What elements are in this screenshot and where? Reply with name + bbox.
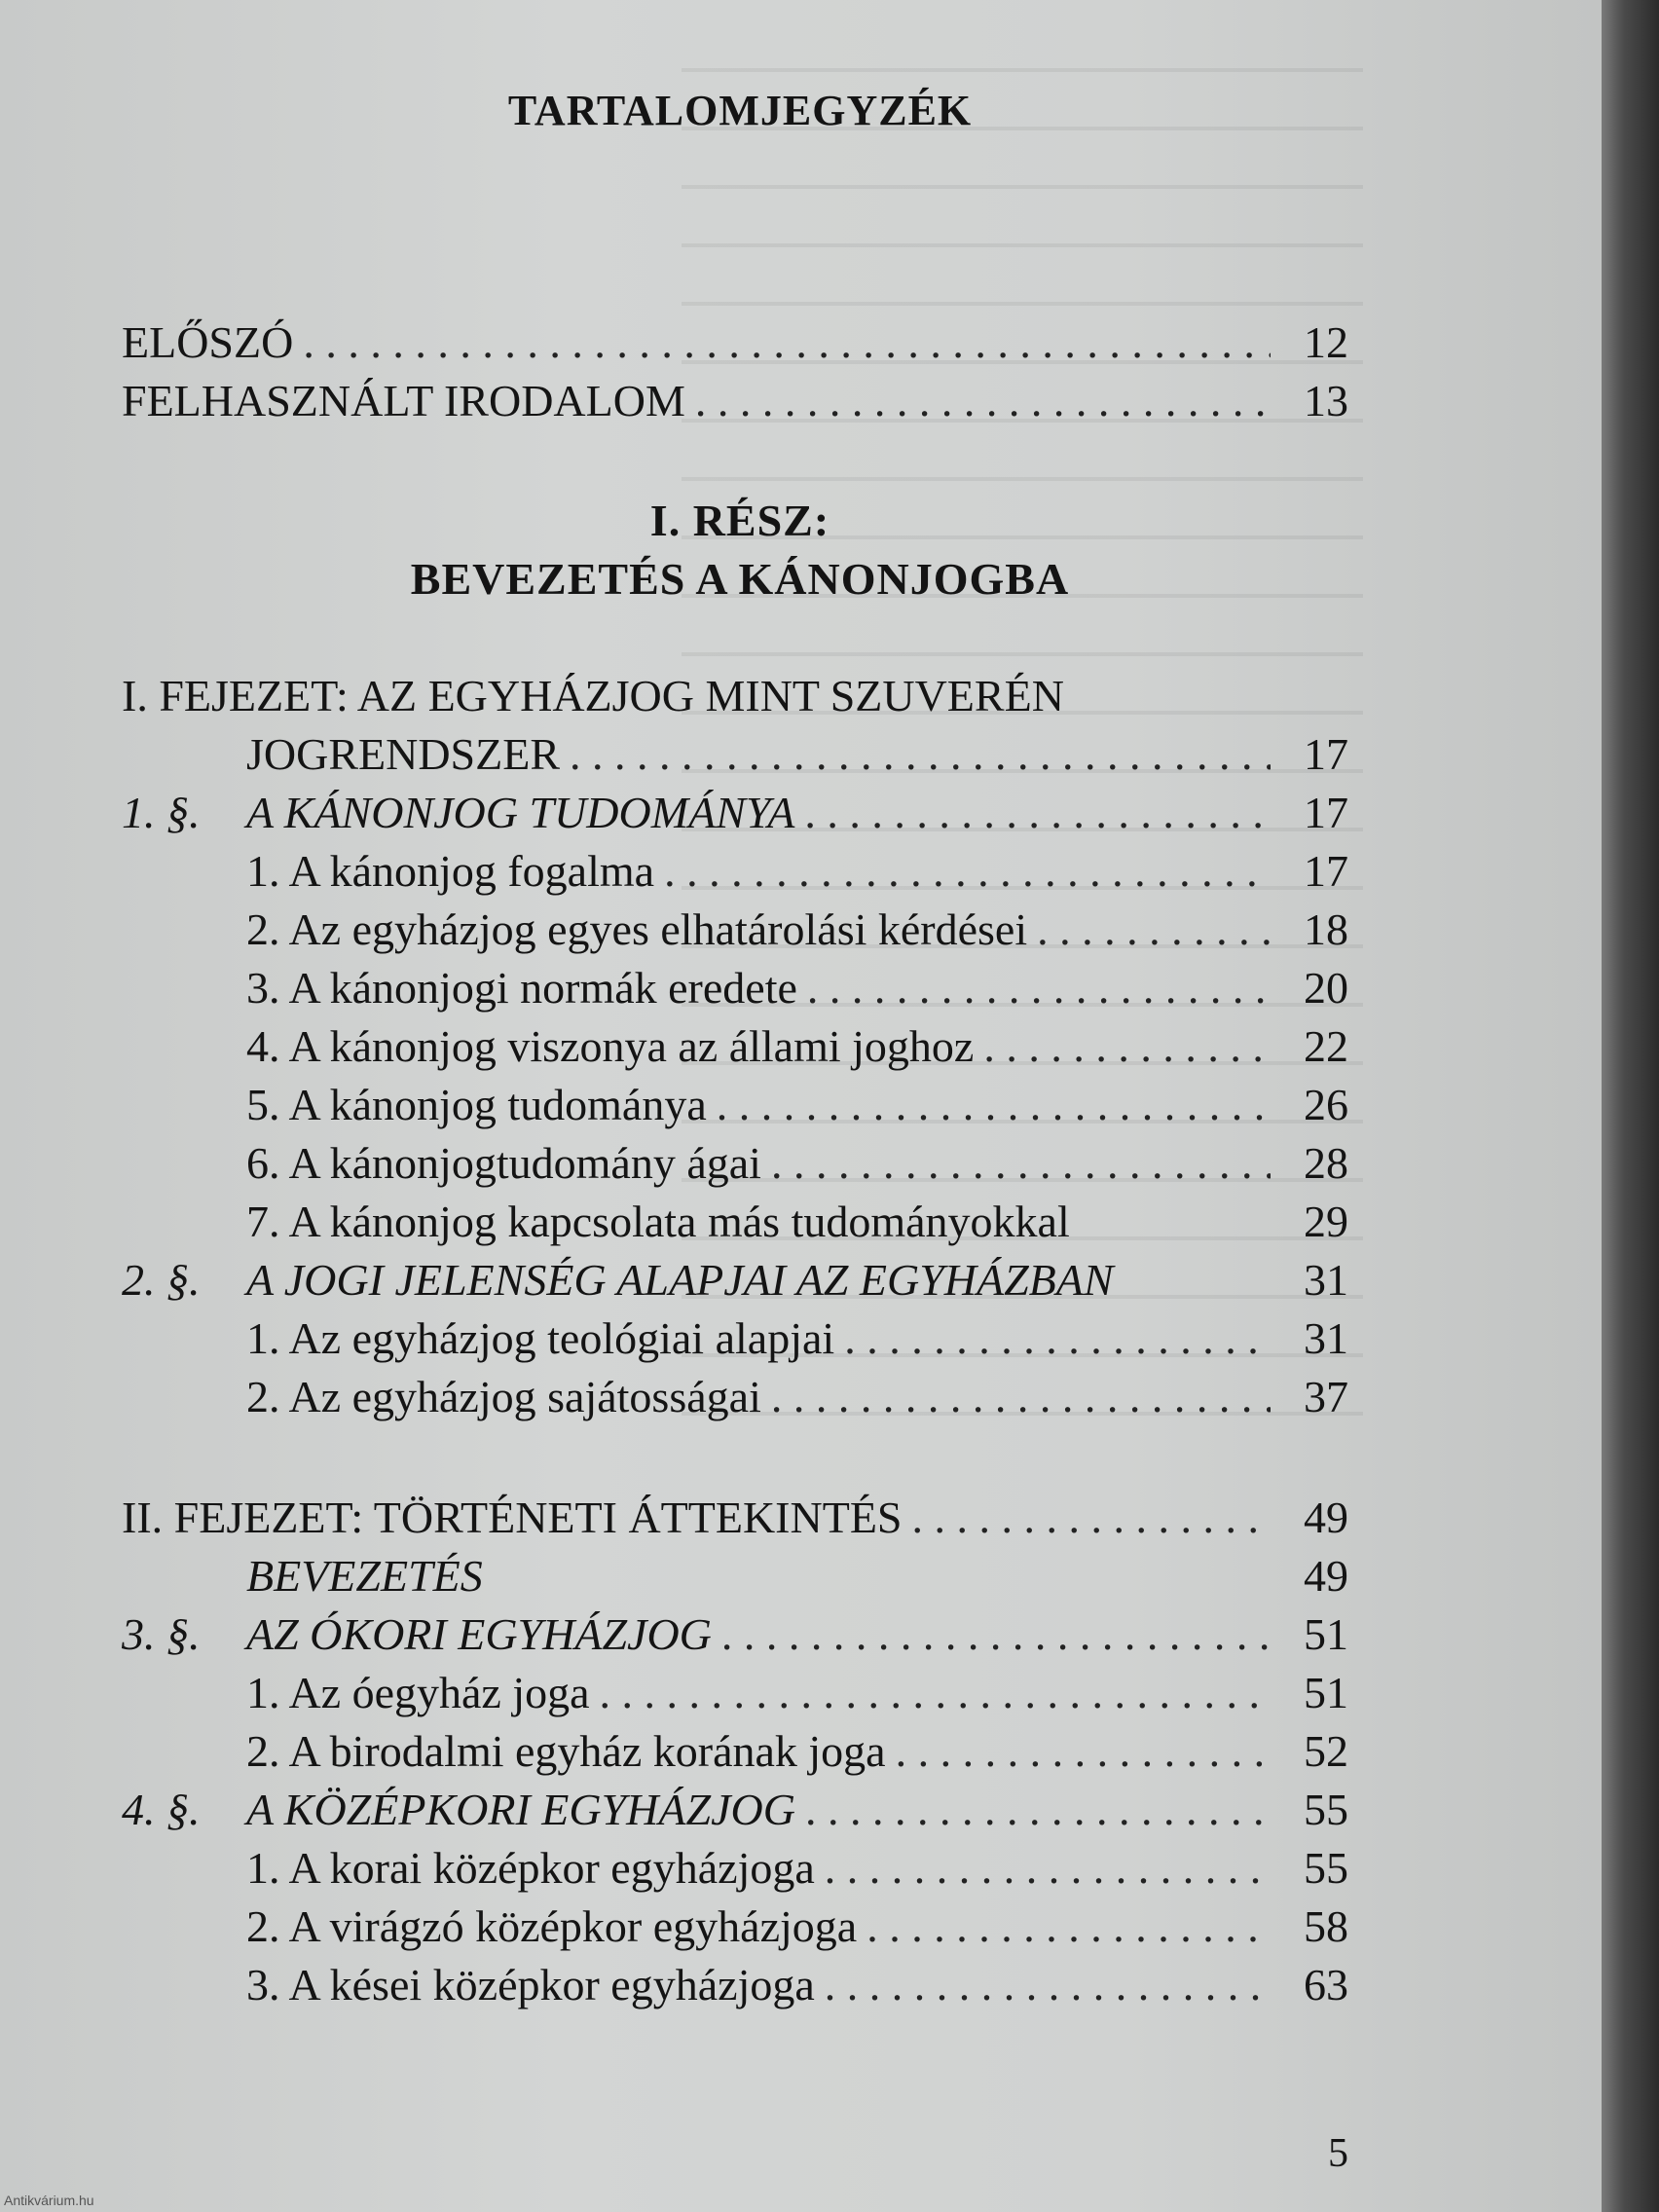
leader-dots: [1037, 903, 1271, 955]
toc-chapter-1-line2: JOGRENDSZER . . . 17: [122, 728, 1348, 787]
toc-item: 1. Az óegyház joga . . . 51: [122, 1667, 1348, 1725]
toc-item: 2. A birodalmi egyház korának joga . . . 52: [122, 1725, 1348, 1784]
toc-item: 3. A kánonjogi normák eredete . . . 20: [122, 962, 1348, 1020]
leader-dots: [695, 375, 1271, 426]
toc-item: 1. A korai középkor egyházjoga . . . 55: [122, 1842, 1348, 1900]
leader-dots: [717, 1079, 1271, 1130]
leader-dots: [866, 1900, 1271, 1952]
leader-dots: [912, 1492, 1272, 1543]
toc-entry-foreword: ELŐSZÓ . . . 12: [122, 316, 1348, 375]
toc-section-1: 1. §. A KÁNONJOG TUDOMÁNYA . . . 17: [122, 787, 1348, 845]
toc-item: 2. Az egyházjog egyes elhatárolási kérdései . . . 18: [122, 903, 1348, 962]
leader-dots: [825, 1842, 1271, 1894]
leader-dots: [805, 1784, 1271, 1835]
leader-dots: [804, 787, 1271, 838]
toc-item: 2. Az egyházjog sajátosságai . . . 37: [122, 1371, 1348, 1429]
watermark: Antikvárium.hu: [4, 2193, 94, 2208]
part-heading-line2: BEVEZETÉS A KÁNONJOGBA: [410, 554, 1070, 604]
toc-item: 4. A kánonjog viszonya az állami joghoz . . . 22: [122, 1020, 1348, 1079]
part-heading-line1: I. RÉSZ:: [649, 496, 830, 545]
toc-item: 5. A kánonjog tudománya . . . 26: [122, 1079, 1348, 1137]
leader-dots: [771, 1371, 1271, 1422]
leader-dots: [983, 1020, 1271, 1072]
leader-dots: [825, 1959, 1271, 2010]
toc-section-2: 2. §. A JOGI JELENSÉG ALAPJAI AZ EGYHÁZBAN 31: [122, 1255, 1348, 1305]
toc-item: 1. Az egyházjog teológiai alapjai . . . 31: [122, 1312, 1348, 1371]
leader-dots: [771, 1137, 1271, 1189]
page-number: 5: [1328, 2131, 1348, 2176]
toc-item: 1. A kánonjog fogalma . . . 17: [122, 845, 1348, 903]
toc-item: 6. A kánonjogtudomány ágai . . . 28: [122, 1137, 1348, 1196]
toc-section-4: 4. §. A KÖZÉPKORI EGYHÁZJOG . . . 55: [122, 1784, 1348, 1842]
toc-entry-bibliography: FELHASZNÁLT IRODALOM . . . 13: [122, 375, 1348, 433]
page-title: TARTALOMJEGYZÉK: [507, 87, 973, 134]
toc-item: 7. A kánonjog kapcsolata más tudományokkal 29: [246, 1197, 1348, 1246]
leader-dots: [570, 728, 1271, 780]
toc-chapter-2: II. FEJEZET: TÖRTÉNETI ÁTTEKINTÉS . . . 49: [122, 1492, 1348, 1550]
toc-intro: BEVEZETÉS 49: [246, 1551, 1348, 1601]
leader-dots: [896, 1725, 1271, 1777]
leader-dots: [844, 1312, 1271, 1364]
toc-chapter-1-line1: I. FEJEZET: AZ EGYHÁZJOG MINT SZUVERÉN: [122, 671, 1064, 720]
leader-dots: [664, 845, 1271, 897]
leader-dots: [807, 962, 1271, 1014]
toc-item: 3. A kései középkor egyházjoga . . . 63: [122, 1959, 1348, 2017]
leader-dots: [721, 1608, 1271, 1660]
book-spine-edge: [1602, 0, 1659, 2212]
leader-dots: [600, 1667, 1271, 1718]
toc-item: 2. A virágzó középkor egyházjoga . . . 58: [122, 1900, 1348, 1959]
toc-section-3: 3. §. AZ ÓKORI EGYHÁZJOG . . . 51: [122, 1608, 1348, 1667]
leader-dots: [303, 316, 1271, 368]
